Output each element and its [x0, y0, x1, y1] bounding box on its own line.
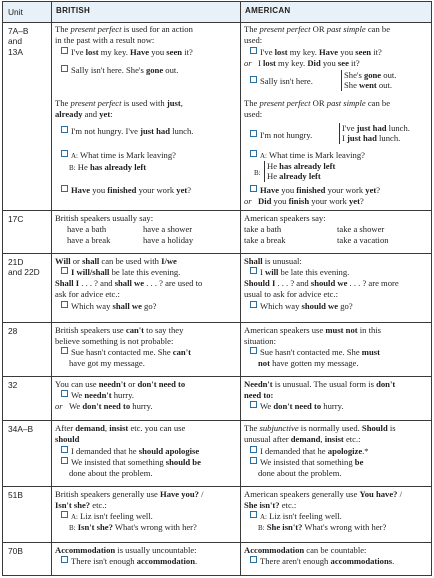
example-marker-icon [61, 150, 68, 157]
row-divider [3, 376, 431, 377]
example-marker-icon [61, 556, 68, 563]
header-british: BRITISH [56, 6, 91, 15]
example-marker-icon [61, 126, 68, 133]
example-marker-icon [61, 47, 68, 54]
example-marker-icon [250, 446, 257, 453]
column-divider [240, 2, 241, 575]
example-marker-icon [250, 47, 257, 54]
header-american: AMERICAN [245, 6, 291, 15]
example-marker-icon [250, 130, 257, 137]
row-divider [3, 542, 431, 543]
example-marker-icon [61, 511, 68, 518]
unit-cell: 21D and 22D [8, 257, 40, 278]
unit-cell: 17C [8, 214, 24, 224]
example-marker-icon [61, 65, 68, 72]
header-unit: Unit [8, 7, 23, 17]
british-cell-present-perfect: The present perfect is used for an action in the past with a result now: I've lost my key. Have you seen it? Sally isn't here. She's gone out. The present perfect is used with just, already and yet: I'm not hungry. I've just had lunch. A: What time is Mark leaving? B: He has already left Have you finished your work yet? [55, 24, 194, 195]
row-divider [3, 210, 431, 211]
example-marker-icon [61, 390, 68, 397]
example-marker-icon [250, 301, 257, 308]
example-marker-icon [61, 457, 68, 464]
example-marker-icon [250, 267, 257, 274]
example-marker-icon [250, 457, 257, 464]
unit-cell: 28 [8, 326, 18, 336]
example-marker-icon [250, 556, 257, 563]
example-marker-icon [61, 185, 68, 192]
row-divider [3, 486, 431, 487]
brace-group: He has already left He already left [264, 161, 335, 182]
unit-cell: 70B [8, 546, 23, 556]
unit-cell: 32 [8, 380, 18, 390]
example-marker-icon [250, 401, 257, 408]
row-divider [3, 322, 431, 323]
american-cell-present-perfect: The present perfect OR past simple can be used: I've lost my key. Have you seen it? or I lost my key. Did you see it? Sally isn't here. She's gone out. She went out. The present perfect OR past simple can be used: I'm not hungry. I've just had lunch. I just had lunch. A: What time is Mark leaving? B: He has already left He already left Have you finished your work yet? or Did you finish your work yet? [244, 24, 410, 206]
example-marker-icon [250, 76, 257, 83]
unit-cell: 7A–B and 13A [8, 26, 29, 57]
example-marker-icon [61, 347, 68, 354]
brace-group: I've just had lunch. I just had lunch. [339, 123, 410, 144]
example-marker-icon [250, 511, 257, 518]
column-divider [51, 2, 52, 575]
unit-cell: 34A–B [8, 424, 34, 434]
example-marker-icon [61, 267, 68, 274]
example-marker-icon [61, 446, 68, 453]
unit-cell: 51B [8, 490, 23, 500]
example-marker-icon [250, 347, 257, 354]
row-divider [3, 253, 431, 254]
row-divider [3, 420, 431, 421]
brace-group: She's gone out. She went out. [341, 70, 396, 91]
example-marker-icon [250, 185, 257, 192]
comparison-table: Unit BRITISH AMERICAN 7A–B and 13A 17C 21D and 22D 28 32 34A–B 51B 70B The present perfect is used for an action in the past with a result now: I've lost my key. Have you seen it? Sally isn't here. She's gone out. The present perfect is used with just, already and yet: I'm not hungry. I've just had lunch. A: What time is Mark leaving? B: He has already left Have you finished your work yet? British speakers usually say: have a bath have a shower have a break have a holiday Will or shall can be used with I/we I will/shall be late this evening. Shall I . . . ? and shall we . . . ? are used to ask for advice etc.: Which way shall we go? British speakers use can't to say they believe something is not probable: Sue hasn't contacted me. She can't have got my message. You can use needn't or don't need to We needn't hurry. or We don't need to hurry. After demand, insist etc. you can use should I demanded that he should apologise We insisted that something should be done about the problem. British speakers generally use Have you? / Isn't she? etc.: A: Liz isn't feeling well. B: Isn't she? What's wrong with her? Accommodation is usually uncountable: There isn't enough accommodation. The present perfect OR past simple can be used: I've lost my key. Have you seen it? or I lost my key. Did you see it? Sally isn't here. She's gone out. She went out. The present perfect OR past simple can be used: I'm not hungry. I've just had lunch. I just had lunch. A: What time is Mark leaving? B: He has already left He already left Have you finished your work yet? or Did you finish your work yet? American speakers say: take a bath take a shower take a break take a vacation Shall is unusual: I will be late this evening. Should I . . . ? and should we . . . ? are more usual to ask for advice etc.: Which way should we go? American speakers use must not in this situation: Sue hasn't contacted me. She must not have gotten my message. Needn't is unusual. The usual form is don't need to: We don't need to hurry. The subjunctive is normally used. Should is unusual after demand, insist etc.: I demanded that he apologize.* We insisted that something be done about the problem. American speakers generally use You have? / She isn't? etc.: A: Liz isn't feeling well. B: She isn't? What's wrong with her? Accommodation can be countable: There aren't enough accommodations. [2, 1, 432, 576]
example-marker-icon [250, 150, 257, 157]
example-marker-icon [61, 301, 68, 308]
